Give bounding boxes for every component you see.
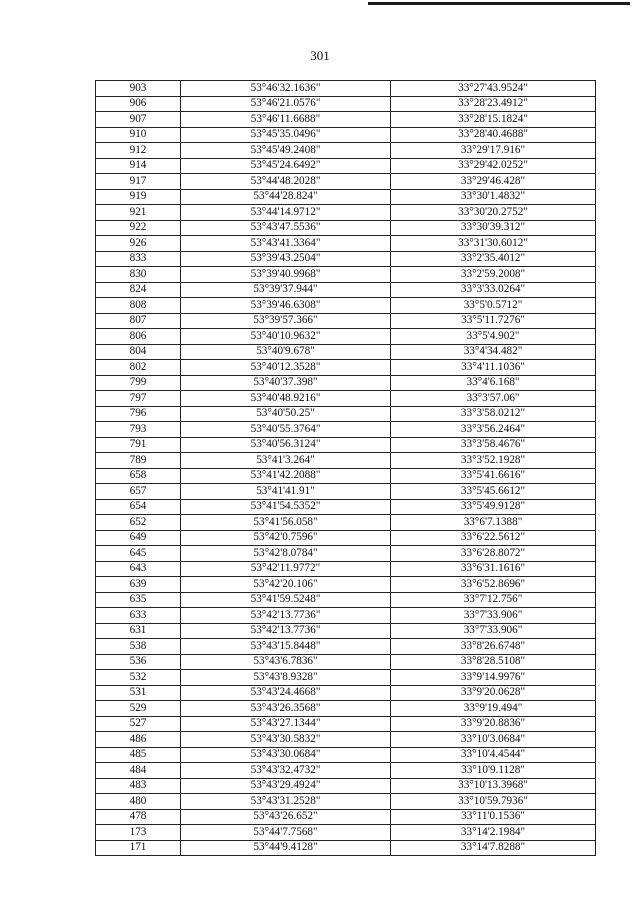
longitude-cell: 33°10'13.3968" [391, 778, 596, 794]
point-number-cell: 654 [96, 499, 181, 515]
table-row [96, 127, 596, 143]
longitude-cell: 33°9'20.8836" [391, 716, 596, 732]
latitude-cell: 53°43'6.7836" [181, 654, 391, 670]
latitude-cell: 53°41'59.5248" [181, 592, 391, 608]
point-number-cell: 658 [96, 468, 181, 484]
latitude-cell: 53°43'47.5536" [181, 220, 391, 236]
table-row [96, 313, 596, 329]
point-number-cell: 919 [96, 189, 181, 205]
latitude-cell: 53°42'11.9772" [181, 561, 391, 577]
point-number-cell: 789 [96, 453, 181, 469]
table-row [96, 298, 596, 314]
table-row [96, 763, 596, 779]
point-number-cell: 483 [96, 778, 181, 794]
point-number-cell: 529 [96, 701, 181, 717]
table-row [96, 840, 596, 856]
longitude-cell: 33°8'28.5108" [391, 654, 596, 670]
table-row [96, 81, 596, 97]
point-number-cell: 793 [96, 422, 181, 438]
point-number-cell: 907 [96, 112, 181, 128]
point-number-cell: 912 [96, 143, 181, 159]
point-number-cell: 910 [96, 127, 181, 143]
longitude-cell: 33°4'6.168" [391, 375, 596, 391]
latitude-cell: 53°43'32.4732" [181, 763, 391, 779]
table-row [96, 825, 596, 841]
table-row [96, 670, 596, 686]
point-number-cell: 536 [96, 654, 181, 670]
page-number: 301 [310, 48, 330, 63]
longitude-cell: 33°30'20.2752" [391, 205, 596, 221]
longitude-cell: 33°31'30.6012" [391, 236, 596, 252]
latitude-cell: 53°46'11.6688" [181, 112, 391, 128]
longitude-cell: 33°14'2.1984" [391, 825, 596, 841]
point-number-cell: 649 [96, 530, 181, 546]
table-row [96, 174, 596, 190]
point-number-cell: 635 [96, 592, 181, 608]
longitude-cell: 33°5'41.6616" [391, 468, 596, 484]
table-row [96, 716, 596, 732]
latitude-cell: 53°46'21.0576" [181, 96, 391, 112]
latitude-cell: 53°42'13.7736" [181, 608, 391, 624]
latitude-cell: 53°45'24.6492" [181, 158, 391, 174]
table-row [96, 375, 596, 391]
latitude-cell: 53°40'50.25" [181, 406, 391, 422]
point-number-cell: 807 [96, 313, 181, 329]
latitude-cell: 53°43'26.652" [181, 809, 391, 825]
longitude-cell: 33°10'3.0684" [391, 732, 596, 748]
longitude-cell: 33°5'4.902" [391, 329, 596, 345]
latitude-cell: 53°39'57.366" [181, 313, 391, 329]
longitude-cell: 33°7'33.906" [391, 608, 596, 624]
table-row [96, 205, 596, 221]
table-row [96, 220, 596, 236]
latitude-cell: 53°45'35.0496" [181, 127, 391, 143]
latitude-cell: 53°43'26.3568" [181, 701, 391, 717]
longitude-cell: 33°8'26.6748" [391, 639, 596, 655]
longitude-cell: 33°2'59.2008" [391, 267, 596, 283]
table-row [96, 329, 596, 345]
point-number-cell: 804 [96, 344, 181, 360]
table-row [96, 530, 596, 546]
latitude-cell: 53°39'37.944" [181, 282, 391, 298]
table-row [96, 639, 596, 655]
latitude-cell: 53°43'29.4924" [181, 778, 391, 794]
table-row [96, 778, 596, 794]
latitude-cell: 53°40'12.3528" [181, 360, 391, 376]
longitude-cell: 33°6'28.8072" [391, 546, 596, 562]
point-number-cell: 652 [96, 515, 181, 531]
latitude-cell: 53°40'56.3124" [181, 437, 391, 453]
longitude-cell: 33°5'11.7276" [391, 313, 596, 329]
point-number-cell: 922 [96, 220, 181, 236]
longitude-cell: 33°10'9.1128" [391, 763, 596, 779]
point-number-cell: 796 [96, 406, 181, 422]
latitude-cell: 53°39'43.2504" [181, 251, 391, 267]
table-row [96, 391, 596, 407]
point-number-cell: 633 [96, 608, 181, 624]
latitude-cell: 53°40'10.9632" [181, 329, 391, 345]
table-row [96, 344, 596, 360]
top-rule [368, 2, 630, 5]
point-number-cell: 171 [96, 840, 181, 856]
latitude-cell: 53°44'14.9712" [181, 205, 391, 221]
point-number-cell: 532 [96, 670, 181, 686]
table-row [96, 236, 596, 252]
table-row [96, 623, 596, 639]
point-number-cell: 486 [96, 732, 181, 748]
table-row [96, 96, 596, 112]
longitude-cell: 33°6'31.1616" [391, 561, 596, 577]
latitude-cell: 53°42'8.0784" [181, 546, 391, 562]
point-number-cell: 824 [96, 282, 181, 298]
longitude-cell: 33°6'7.1388" [391, 515, 596, 531]
latitude-cell: 53°42'13.7736" [181, 623, 391, 639]
latitude-cell: 53°43'31.2528" [181, 794, 391, 810]
point-number-cell: 645 [96, 546, 181, 562]
point-number-cell: 791 [96, 437, 181, 453]
longitude-cell: 33°14'7.8288" [391, 840, 596, 856]
latitude-cell: 53°44'28.824" [181, 189, 391, 205]
latitude-cell: 53°40'37.398" [181, 375, 391, 391]
table-row [96, 747, 596, 763]
point-number-cell: 802 [96, 360, 181, 376]
table-row [96, 608, 596, 624]
table-row [96, 189, 596, 205]
table-row [96, 732, 596, 748]
latitude-cell: 53°41'56.058" [181, 515, 391, 531]
table-row [96, 422, 596, 438]
latitude-cell: 53°46'32.1636" [181, 81, 391, 97]
point-number-cell: 657 [96, 484, 181, 500]
point-number-cell: 830 [96, 267, 181, 283]
longitude-cell: 33°7'12.756" [391, 592, 596, 608]
latitude-cell: 53°41'42.2088" [181, 468, 391, 484]
point-number-cell: 527 [96, 716, 181, 732]
longitude-cell: 33°5'0.5712" [391, 298, 596, 314]
table-row [96, 143, 596, 159]
point-number-cell: 906 [96, 96, 181, 112]
latitude-cell: 53°40'9.678" [181, 344, 391, 360]
table-row [96, 794, 596, 810]
longitude-cell: 33°28'40.4688" [391, 127, 596, 143]
longitude-cell: 33°4'11.1036" [391, 360, 596, 376]
table-row [96, 406, 596, 422]
table-row [96, 561, 596, 577]
coordinates-table [95, 80, 596, 856]
latitude-cell: 53°42'20.106" [181, 577, 391, 593]
coordinates-table-body [96, 81, 596, 856]
latitude-cell: 53°40'55.3764" [181, 422, 391, 438]
point-number-cell: 926 [96, 236, 181, 252]
longitude-cell: 33°11'0.1536" [391, 809, 596, 825]
table-row [96, 112, 596, 128]
latitude-cell: 53°43'30.0684" [181, 747, 391, 763]
table-row [96, 499, 596, 515]
longitude-cell: 33°29'42.0252" [391, 158, 596, 174]
latitude-cell: 53°41'3.264" [181, 453, 391, 469]
latitude-cell: 53°43'41.3364" [181, 236, 391, 252]
point-number-cell: 478 [96, 809, 181, 825]
point-number-cell: 531 [96, 685, 181, 701]
table-row [96, 360, 596, 376]
point-number-cell: 903 [96, 81, 181, 97]
point-number-cell: 538 [96, 639, 181, 655]
longitude-cell: 33°3'58.0212" [391, 406, 596, 422]
point-number-cell: 631 [96, 623, 181, 639]
point-number-cell: 797 [96, 391, 181, 407]
latitude-cell: 53°43'8.9328" [181, 670, 391, 686]
longitude-cell: 33°3'58.4676" [391, 437, 596, 453]
latitude-cell: 53°40'48.9216" [181, 391, 391, 407]
table-row [96, 577, 596, 593]
table-row [96, 546, 596, 562]
latitude-cell: 53°43'24.4668" [181, 685, 391, 701]
longitude-cell: 33°10'59.7936" [391, 794, 596, 810]
longitude-cell: 33°9'14.9976" [391, 670, 596, 686]
longitude-cell: 33°3'33.0264" [391, 282, 596, 298]
longitude-cell: 33°7'33.906" [391, 623, 596, 639]
latitude-cell: 53°45'49.2408" [181, 143, 391, 159]
longitude-cell: 33°28'15.1824" [391, 112, 596, 128]
latitude-cell: 53°44'7.7568" [181, 825, 391, 841]
point-number-cell: 643 [96, 561, 181, 577]
longitude-cell: 33°29'17.916" [391, 143, 596, 159]
longitude-cell: 33°29'46.428" [391, 174, 596, 190]
table-row [96, 515, 596, 531]
point-number-cell: 833 [96, 251, 181, 267]
latitude-cell: 53°39'46.6308" [181, 298, 391, 314]
longitude-cell: 33°5'49.9128" [391, 499, 596, 515]
latitude-cell: 53°43'15.8448" [181, 639, 391, 655]
point-number-cell: 921 [96, 205, 181, 221]
longitude-cell: 33°30'1.4832" [391, 189, 596, 205]
table-row [96, 484, 596, 500]
table-row [96, 158, 596, 174]
longitude-cell: 33°5'45.6612" [391, 484, 596, 500]
point-number-cell: 639 [96, 577, 181, 593]
point-number-cell: 806 [96, 329, 181, 345]
latitude-cell: 53°41'41.91" [181, 484, 391, 500]
table-row [96, 468, 596, 484]
latitude-cell: 53°43'30.5832" [181, 732, 391, 748]
table-row [96, 592, 596, 608]
point-number-cell: 485 [96, 747, 181, 763]
table-row [96, 701, 596, 717]
latitude-cell: 53°44'9.4128" [181, 840, 391, 856]
latitude-cell: 53°44'48.2028" [181, 174, 391, 190]
table-row [96, 809, 596, 825]
point-number-cell: 480 [96, 794, 181, 810]
latitude-cell: 53°43'27.1344" [181, 716, 391, 732]
longitude-cell: 33°10'4.4544" [391, 747, 596, 763]
longitude-cell: 33°2'35.4012" [391, 251, 596, 267]
longitude-cell: 33°6'52.8696" [391, 577, 596, 593]
longitude-cell: 33°4'34.482" [391, 344, 596, 360]
point-number-cell: 484 [96, 763, 181, 779]
latitude-cell: 53°39'40.9968" [181, 267, 391, 283]
table-row [96, 685, 596, 701]
latitude-cell: 53°42'0.7596" [181, 530, 391, 546]
longitude-cell: 33°6'22.5612" [391, 530, 596, 546]
longitude-cell: 33°3'52.1928" [391, 453, 596, 469]
point-number-cell: 917 [96, 174, 181, 190]
longitude-cell: 33°3'56.2464" [391, 422, 596, 438]
longitude-cell: 33°27'43.9524" [391, 81, 596, 97]
point-number-cell: 914 [96, 158, 181, 174]
table-row [96, 282, 596, 298]
table-row [96, 654, 596, 670]
table-row [96, 251, 596, 267]
longitude-cell: 33°30'39.312" [391, 220, 596, 236]
longitude-cell: 33°9'19.494" [391, 701, 596, 717]
table-row [96, 453, 596, 469]
longitude-cell: 33°28'23.4912" [391, 96, 596, 112]
table-row [96, 267, 596, 283]
longitude-cell: 33°9'20.0628" [391, 685, 596, 701]
table-row [96, 437, 596, 453]
longitude-cell: 33°3'57.06" [391, 391, 596, 407]
point-number-cell: 799 [96, 375, 181, 391]
point-number-cell: 173 [96, 825, 181, 841]
latitude-cell: 53°41'54.5352" [181, 499, 391, 515]
point-number-cell: 808 [96, 298, 181, 314]
